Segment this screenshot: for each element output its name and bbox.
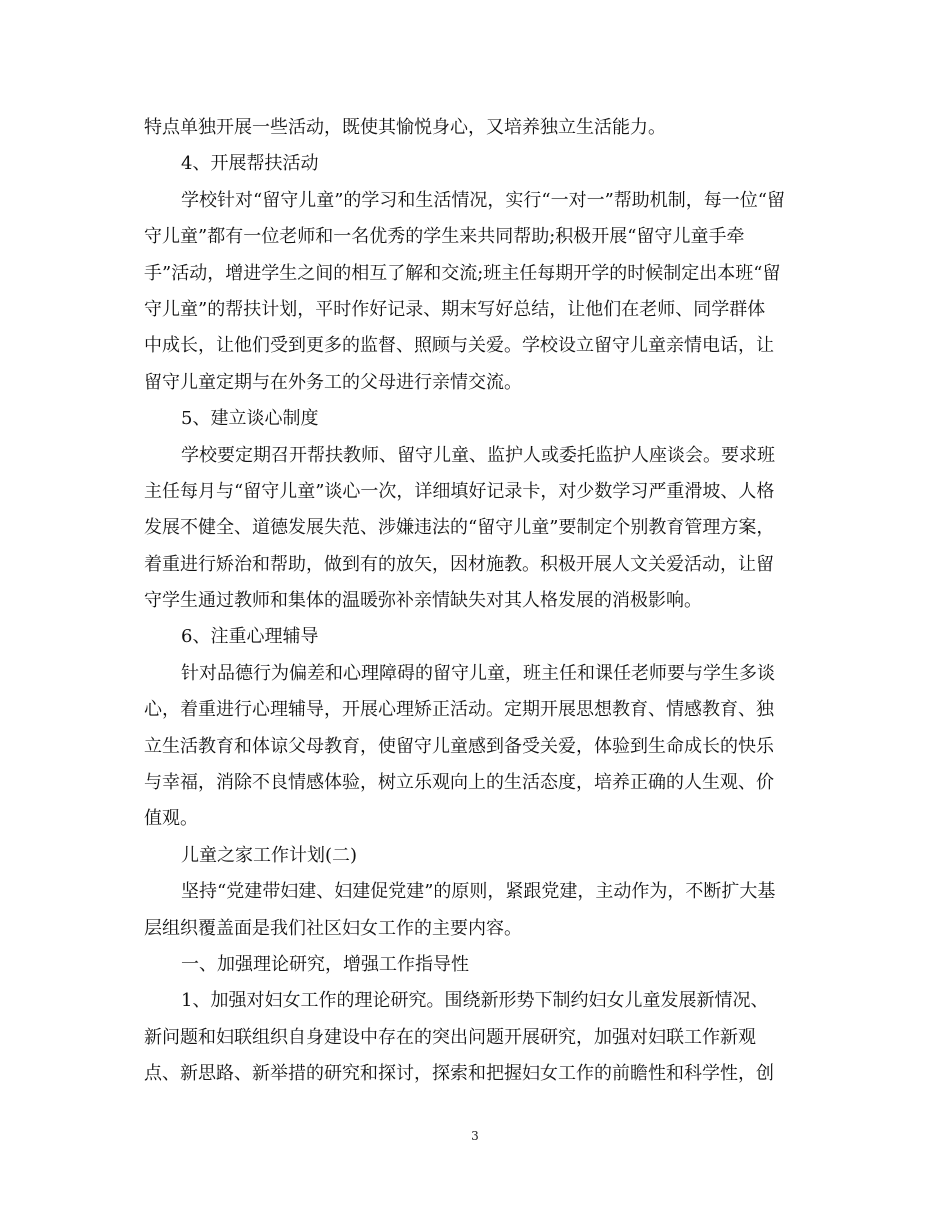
text-line: 4、开展帮扶活动 <box>181 153 319 175</box>
text-line: 点、新思路、新举措的研究和探讨，探索和把握妇女工作的前瞻性和科学性，创 <box>144 1063 774 1085</box>
text-line: 值观。 <box>144 808 198 830</box>
text-line: 守儿童”的帮扶计划，平时作好记录、期末写好总结，让他们在老师、同学群体 <box>144 298 766 320</box>
text-line: 6、注重心理辅导 <box>181 626 319 648</box>
text-line: 针对品德行为偏差和心理障碍的留守儿童，班主任和课任老师要与学生多谈 <box>181 662 775 684</box>
text-line: 层组织覆盖面是我们社区妇女工作的主要内容。 <box>144 917 522 939</box>
text-line: 中成长，让他们受到更多的监督、照顾与关爱。学校设立留守儿童亲情电话，让 <box>144 335 774 357</box>
text-line: 特点单独开展一些活动，既使其愉悦身心，又培养独立生活能力。 <box>144 117 666 138</box>
text-line: 儿童之家工作计划(二) <box>181 844 358 866</box>
text-line: 与幸福，消除不良情感体验，树立乐观向上的生活态度，培养正确的人生观、价 <box>144 772 774 794</box>
text-line: 5、建立谈心制度 <box>181 408 319 430</box>
text-line: 一、加强理论研究，增强工作指导性 <box>181 953 469 975</box>
text-line: 立生活教育和体谅父母教育，使留守儿童感到备受关爱，体验到生命成长的快乐 <box>144 735 774 757</box>
text-line: 1、加强对妇女工作的理论研究。围绕新形势下制约妇女儿童发展新情况、 <box>181 990 769 1012</box>
text-line: 手”活动，增进学生之间的相互了解和交流;班主任每期开学的时候制定出本班“留 <box>144 262 781 284</box>
text-line: 主任每月与“留守儿童”谈心一次，详细填好记录卡，对少数学习严重滑坡、人格 <box>144 480 775 502</box>
text-line: 学校要定期召开帮扶教师、留守儿童、监护人或委托监护人座谈会。要求班 <box>181 444 775 466</box>
text-line: 着重进行矫治和帮助，做到有的放矢，因材施教。积极开展人文关爱活动，让留 <box>144 553 774 575</box>
page-number: 3 <box>471 1129 479 1143</box>
text-line: 心，着重进行心理辅导，开展心理矫正活动。定期开展思想教育、情感教育、独 <box>144 699 774 721</box>
text-line: 发展不健全、道德发展失范、涉嫌违法的“留守儿童”要制定个别教育管理方案， <box>144 517 775 539</box>
text-line: 学校针对“留守儿童”的学习和生活情况，实行“一对一”帮助机制，每一位“留 <box>181 189 786 211</box>
text-line: 新问题和妇联组织自身建设中存在的突出问题开展研究，加强对妇联工作新观 <box>144 1026 756 1048</box>
text-line: 守儿童”都有一位老师和一名优秀的学生来共同帮助;积极开展“留守儿童手牵 <box>144 226 745 248</box>
text-line: 守学生通过教师和集体的温暖弥补亲情缺失对其人格发展的消极影响。 <box>144 590 702 612</box>
text-line: 留守儿童定期与在外务工的父母进行亲情交流。 <box>144 371 522 393</box>
text-line: 坚持“党建带妇建、妇建促党建”的原则，紧跟党建，主动作为，不断扩大基 <box>181 881 776 903</box>
document-body <box>144 110 804 1093</box>
